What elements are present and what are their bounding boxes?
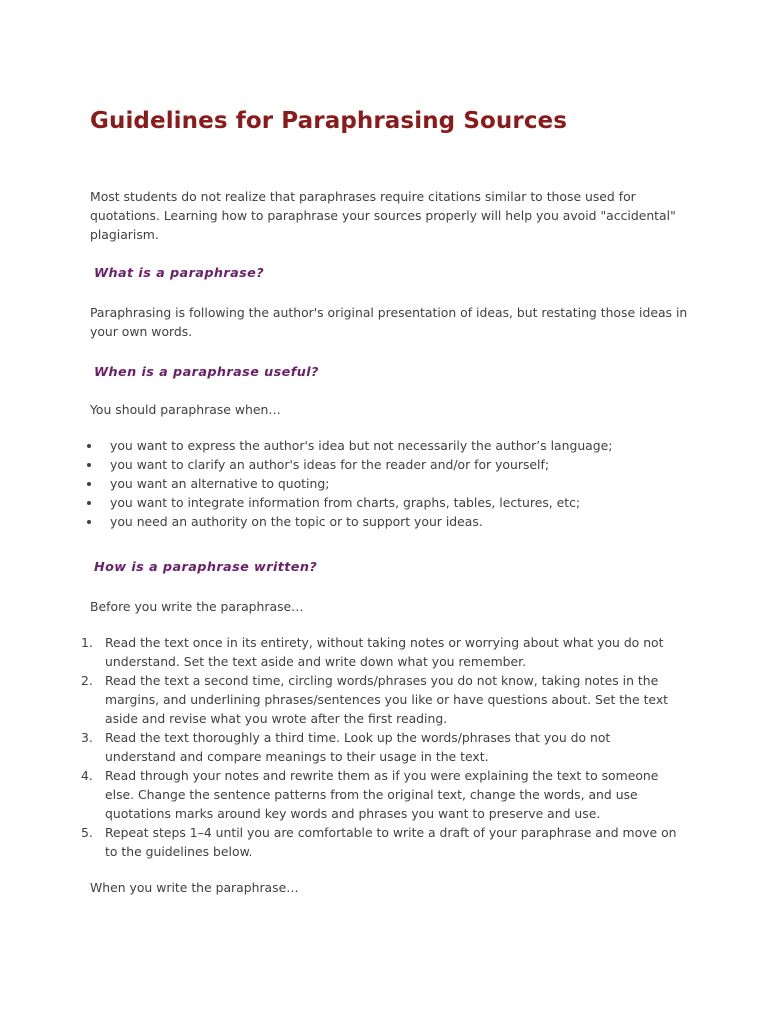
list-item	[0, 455, 768, 474]
closing-lead-paragraph: When you write the paraphrase…	[90, 880, 299, 895]
list-item	[0, 436, 768, 455]
step-number: 5.	[81, 825, 93, 840]
step-text: Read the text once in its entirety, without taking notes or worrying about what you do not understand. Set the text aside and write down what you remember.	[105, 635, 664, 669]
steps-numbered-list	[0, 633, 768, 861]
page-title: Guidelines for Paraphrasing Sources	[90, 108, 568, 134]
how-lead-paragraph: Before you write the paraphrase…	[90, 599, 304, 614]
bullet-icon	[87, 444, 91, 448]
bullet-icon	[87, 520, 91, 524]
list-item	[0, 512, 768, 531]
intro-paragraph: Most students do not realize that paraphrases require citations similar to those used for quotations. Learning how to paraphrase your sources properly will help you avoid "accidental" plagiarism.	[90, 189, 676, 242]
when-lead-paragraph: You should paraphrase when…	[90, 402, 281, 417]
usefulness-bullet-list	[0, 436, 768, 531]
step-number: 2.	[81, 673, 93, 688]
section-heading-how: How is a paraphrase written?	[94, 560, 318, 575]
list-item	[0, 823, 680, 861]
step-text: Read the text a second time, circling words/phrases you do not know, taking notes in the margins, and underlining phrases/sentences you like or have questions about. Set the text aside and revise what you wrote after the first reading.	[105, 673, 669, 726]
list-item-text: you need an authority on the topic or to support your ideas.	[110, 514, 483, 529]
list-item-text: you want to clarify an author's ideas for the reader and/or for yourself;	[110, 457, 549, 472]
bullet-icon	[87, 482, 91, 486]
list-item	[0, 728, 680, 766]
list-item	[0, 671, 680, 728]
section-heading-when: When is a paraphrase useful?	[94, 365, 319, 380]
step-text: Read the text thoroughly a third time. Look up the words/phrases that you do not understand and compare meanings to their usage in the text.	[105, 730, 611, 764]
step-text: Read through your notes and rewrite them as if you were explaining the text to someone else. Change the sentence patterns from the original text, change the words, and use quotations marks around key words and phrases you want to preserve and use.	[105, 768, 659, 821]
step-number: 4.	[81, 768, 93, 783]
list-item-text: you want an alternative to quoting;	[110, 476, 330, 491]
list-item-text: you want to express the author's idea but not necessarily the author’s language;	[110, 438, 613, 453]
bullet-icon	[87, 463, 91, 467]
step-text: Repeat steps 1–4 until you are comfortable to write a draft of your paraphrase and move on to the guidelines below.	[105, 825, 677, 859]
definition-paragraph: Paraphrasing is following the author's original presentation of ideas, but restating those ideas in your own words.	[90, 305, 688, 339]
list-item	[0, 474, 768, 493]
list-item-text: you want to integrate information from charts, graphs, tables, lectures, etc;	[110, 495, 581, 510]
step-number: 1.	[81, 635, 93, 650]
bullet-icon	[87, 501, 91, 505]
list-item	[0, 493, 768, 512]
list-item	[0, 633, 680, 671]
section-heading-what: What is a paraphrase?	[94, 266, 265, 281]
list-item	[0, 766, 680, 823]
step-number: 3.	[81, 730, 93, 745]
